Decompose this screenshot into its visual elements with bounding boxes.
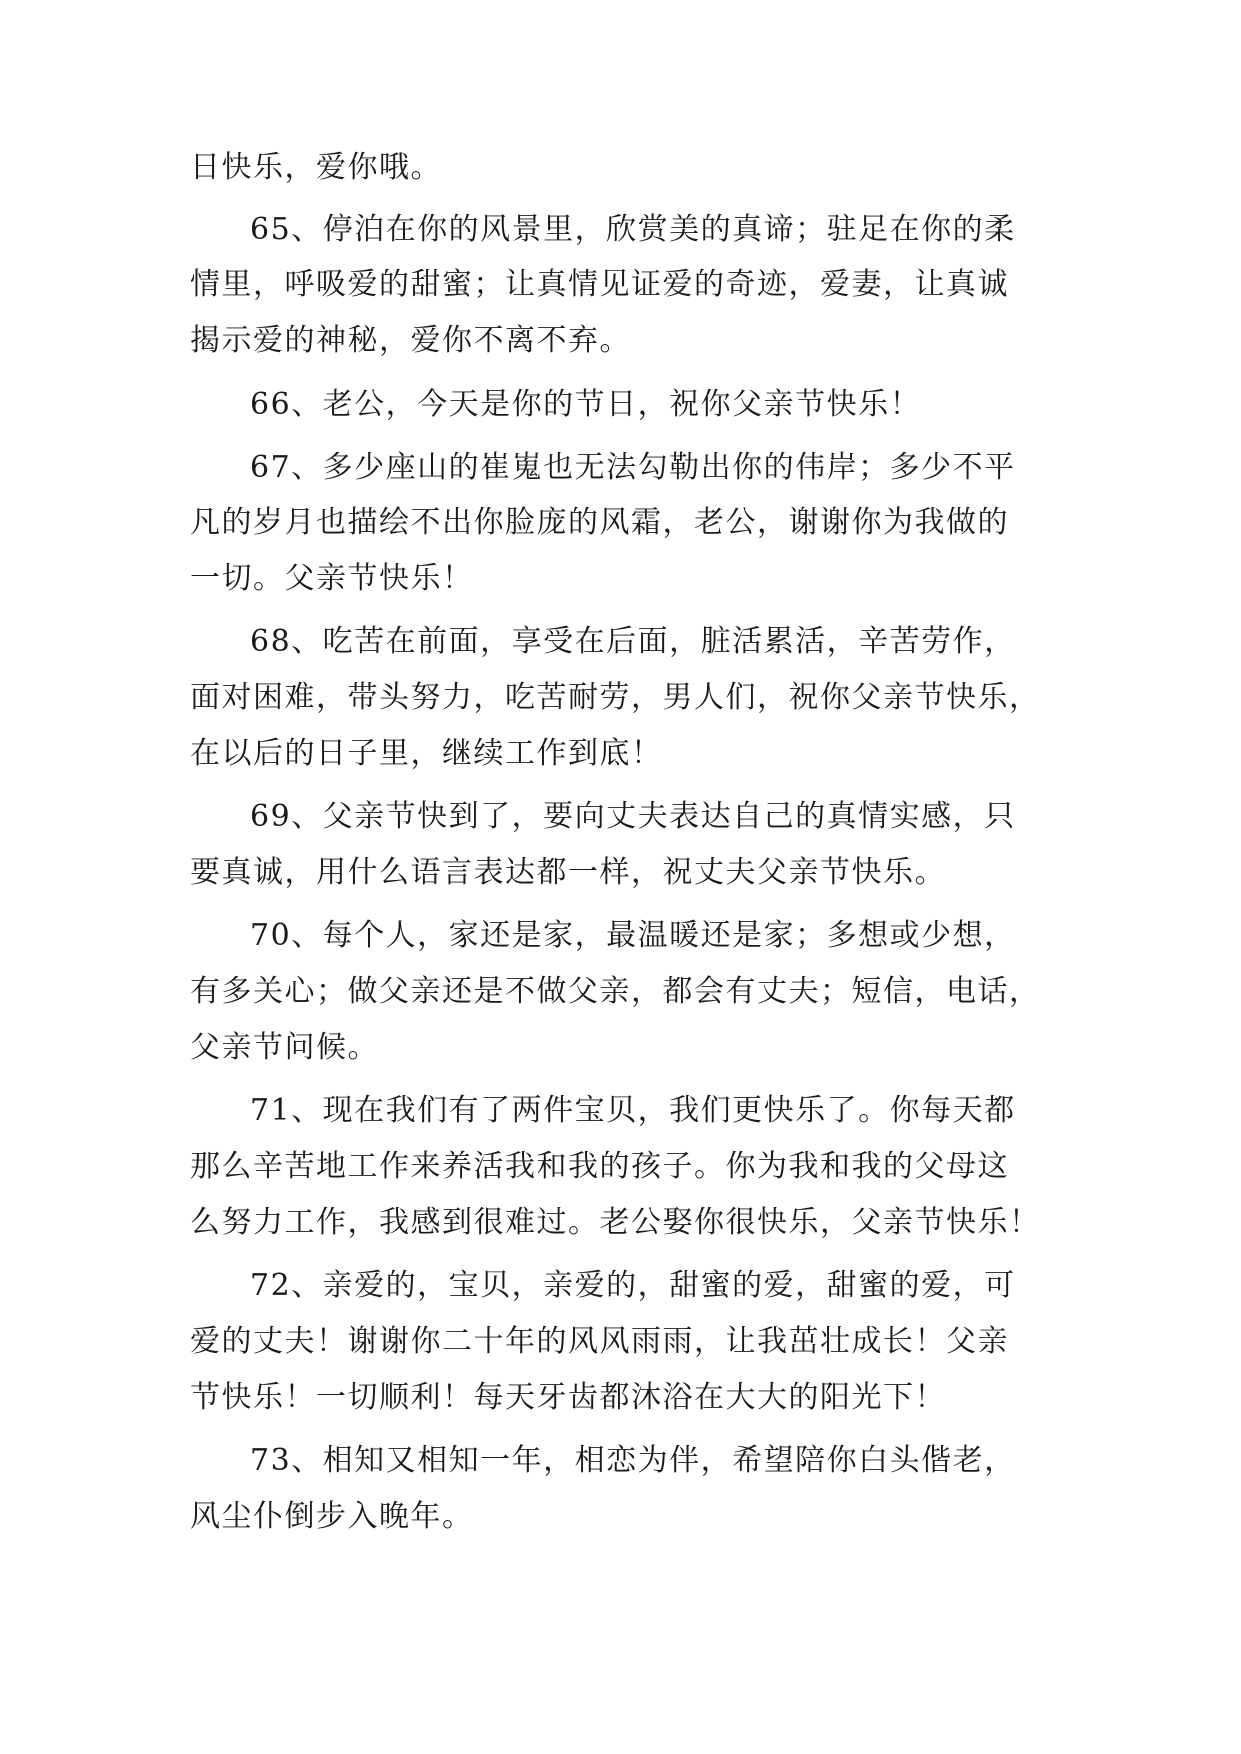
text-line: 69、父亲节快到了，要向丈夫表达自己的真情实感，只 (250, 799, 1016, 834)
text-line: 70、每个人，家还是家，最温暖还是家；多想或少想， (250, 918, 1016, 953)
text-line: 65、停泊在你的风景里，欣赏美的真谛；驻足在你的柔 (250, 212, 1016, 247)
text-line: 在以后的日子里，继续工作到底！ (190, 736, 663, 771)
text-line: 73、相知又相知一年，相恋为伴，希望陪你白头偕老， (250, 1443, 1016, 1478)
text-line: 72、亲爱的，宝贝，亲爱的，甜蜜的爱，甜蜜的爱，可 (250, 1268, 1016, 1303)
text-line: 揭示爱的神秘，爱你不离不弃。 (190, 323, 631, 358)
text-line: 么努力工作，我感到很难过。老公娶你很快乐，父亲节快乐！ (190, 1205, 1041, 1240)
text-line: 情里，呼吸爱的甜蜜；让真情见证爱的奇迹，爱妻，让真诚 (190, 267, 1009, 302)
text-line: 面对困难，带头努力，吃苦耐劳，男人们，祝你父亲节快乐， (190, 680, 1041, 715)
text-line: 要真诚，用什么语言表达都一样，祝丈夫父亲节快乐。 (190, 855, 946, 890)
text-line: 一切。父亲节快乐！ (190, 561, 474, 596)
text-line: 父亲节问候。 (190, 1030, 379, 1065)
text-line: 爱的丈夫！谢谢你二十年的风风雨雨，让我茁壮成长！父亲 (190, 1324, 1009, 1359)
text-line: 节快乐！一切顺利！每天牙齿都沐浴在大大的阳光下！ (190, 1380, 946, 1415)
text-line: 风尘仆倒步入晚年。 (190, 1499, 474, 1534)
text-line: 68、吃苦在前面，享受在后面，脏活累活，辛苦劳作， (250, 624, 1016, 659)
text-line: 66、老公，今天是你的节日，祝你父亲节快乐！ (250, 387, 922, 422)
text-line: 67、多少座山的崔嵬也无法勾勒出你的伟岸；多少不平 (250, 450, 1016, 485)
text-line: 有多关心；做父亲还是不做父亲，都会有丈夫；短信，电话， (190, 974, 1041, 1009)
text-line: 71、现在我们有了两件宝贝，我们更快乐了。你每天都 (250, 1093, 1016, 1128)
text-line: 日快乐，爱你哦。 (190, 150, 442, 185)
text-line: 凡的岁月也描绘不出你脸庞的风霜，老公，谢谢你为我做的 (190, 505, 1009, 540)
text-line: 那么辛苦地工作来养活我和我的孩子。你为我和我的父母这 (190, 1149, 1009, 1184)
